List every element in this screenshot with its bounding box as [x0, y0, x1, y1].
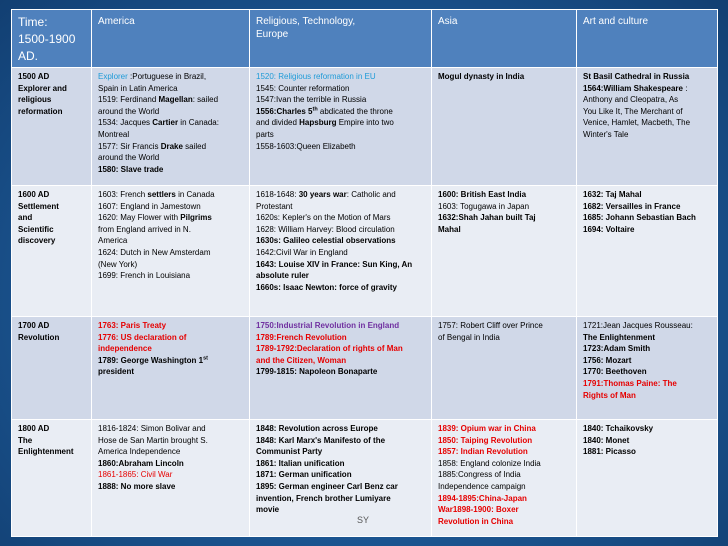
cell-text: Pilgrims: [180, 213, 212, 223]
period-year: 1500 AD: [18, 72, 50, 81]
cell-line: St Basil Cathedral in Russia: [583, 72, 690, 81]
cell-line: America Independence: [98, 447, 181, 457]
cell-line: 1848: Revolution across Europe: [256, 424, 378, 433]
cell-america: [92, 68, 250, 186]
cell-line: 1816-1824: Simon Bolivar and: [98, 424, 206, 433]
cell-line: 1723:Adam Smith: [583, 344, 651, 354]
table-row: [12, 68, 718, 186]
cell-line: 1840: Monet: [583, 435, 630, 445]
period-label: [12, 420, 92, 537]
cell-text: 1534: Jacques: [98, 118, 153, 128]
cell-line: 1789-1792:Declaration of rights of Man: [256, 344, 403, 354]
cell-line: [256, 106, 426, 118]
cell-line: 1789:French Revolution: [256, 332, 347, 342]
cell-line: 1881: Picasso: [583, 447, 636, 457]
cell-line: 1630s: Galileo celestial observations: [256, 236, 396, 246]
cell-text: 1789: George Washington 1: [98, 355, 204, 365]
cell-line: 1545: Counter reformation: [256, 83, 350, 93]
cell-line: [98, 141, 244, 153]
cell-text: Drake: [160, 141, 183, 151]
cell-line: president: [98, 367, 135, 377]
cell-line: 1894-1895:China-Japan: [438, 493, 527, 503]
cell-asia: [432, 317, 577, 420]
cell-asia: [432, 68, 577, 186]
cell-line: [98, 71, 244, 83]
cell-art: [577, 68, 718, 186]
cell-line: 1721:Jean Jacques Rousseau:: [583, 321, 693, 330]
cell-europe: [250, 420, 432, 537]
cell-text: 1556:Charles 5: [256, 106, 313, 116]
cell-line: 1776: US declaration of: [98, 332, 187, 342]
cell-line: invention, French brother Lumiyare: [256, 493, 391, 503]
cell-america: [92, 420, 250, 537]
period-text: The: [18, 435, 33, 445]
cell-line: 1858: England colonize India: [438, 458, 541, 468]
header-religious-line: Europe: [256, 29, 289, 40]
cell-europe: [250, 317, 432, 420]
cell-art: [577, 420, 718, 537]
cell-text: Empire into two: [336, 118, 394, 128]
period-text: Revolution: [18, 332, 60, 342]
cell-line: 1520: Religious reformation in EU: [256, 72, 376, 81]
cell-text: : sailed: [192, 95, 219, 105]
cell-line: War1898-1900: Boxer: [438, 505, 519, 515]
cell-line: 1643: Louise XIV in France: Sun King, An: [256, 259, 413, 269]
period-text: Enlightenment: [18, 447, 74, 457]
cell-text: 1564:William Shakespeare: [583, 83, 683, 93]
cell-line: 1685: Johann Sebastian Bach: [583, 213, 696, 223]
cell-line: parts: [256, 129, 274, 139]
cell-america: [92, 186, 250, 317]
cell-line: 1757: Robert Cliff over Prince: [438, 321, 543, 330]
cell-line: (New York): [98, 259, 138, 269]
period-label: [12, 317, 92, 420]
cell-line: [98, 212, 244, 224]
cell-line: Mahal: [438, 224, 461, 234]
table-row: [12, 317, 718, 420]
cell-line: 1632:Shah Jahan built Taj: [438, 213, 536, 223]
period-text: Settlement: [18, 201, 59, 211]
header-time-line: Time:: [18, 15, 48, 29]
header-religious-line: Religious, Technology,: [256, 16, 356, 27]
cell-america: [92, 317, 250, 420]
cell-line: and the Citizen, Woman: [256, 355, 347, 365]
cell-line: 1600: British East India: [438, 190, 527, 199]
header-row: [12, 10, 718, 68]
cell-line: Rights of Man: [583, 390, 636, 400]
header-time-line: AD.: [18, 49, 39, 63]
cell-asia: [432, 186, 577, 317]
cell-line: 1861-1865: Civil War: [98, 470, 173, 480]
cell-line: 1839: Opium war in China: [438, 424, 536, 433]
cell-line: 1888: No more slave: [98, 481, 176, 491]
cell-europe: [250, 186, 432, 317]
cell-line: 1763: Paris Treaty: [98, 321, 167, 330]
cell-line: 1756: Mozart: [583, 355, 632, 365]
cell-line: 1642:Civil War in England: [256, 247, 348, 257]
cell-line: 1607: England in Jamestown: [98, 201, 201, 211]
cell-line: 1624: Dutch in New Amsterdam: [98, 247, 211, 257]
cell-asia: [432, 420, 577, 537]
cell-line: 1885:Congress of India: [438, 470, 521, 480]
cell-text: Hapsburg: [299, 118, 337, 128]
period-label: [12, 68, 92, 186]
cell-line: [98, 94, 244, 106]
cell-line: 1603: Togugawa in Japan: [438, 201, 530, 211]
cell-text: :: [682, 83, 688, 93]
cell-line: of Bengal in India: [438, 332, 500, 342]
cell-text: 1618-1648:: [256, 190, 299, 199]
timeline-table-container: [11, 9, 717, 535]
cell-text: : Catholic and: [346, 190, 396, 199]
cell-line: The Enlightenment: [583, 332, 655, 342]
cell-line: You Like It, The Merchant of: [583, 106, 683, 116]
cell-text: th: [312, 106, 318, 113]
cell-line: [583, 83, 712, 95]
cell-line: 1632: Taj Mahal: [583, 190, 642, 199]
cell-line: [98, 355, 244, 367]
cell-line: Winter's Tale: [583, 129, 629, 139]
period-text: reformation: [18, 106, 63, 116]
cell-line: 1871: German unification: [256, 470, 352, 480]
period-text: discovery: [18, 236, 56, 246]
cell-line: absolute ruler: [256, 271, 309, 281]
cell-line: 1628: William Harvey: Blood circulation: [256, 224, 395, 234]
period-year: 1700 AD: [18, 321, 50, 330]
cell-line: Protestant: [256, 201, 293, 211]
cell-line: Hose de San Martin brought S.: [98, 435, 208, 445]
cell-text: 1577: Sir Francis: [98, 141, 161, 151]
cell-text: 1519: Ferdinand: [98, 95, 159, 105]
cell-line: Mogul dynasty in India: [438, 72, 525, 81]
cell-line: 1861: Italian unification: [256, 458, 345, 468]
cell-line: [98, 189, 244, 201]
cell-text: sailed: [182, 141, 207, 151]
header-religious: [250, 10, 432, 68]
header-art: Art and culture: [577, 10, 718, 68]
cell-line: 1848: Karl Marx's Manifesto of the: [256, 435, 386, 445]
period-text: Scientific: [18, 224, 54, 234]
cell-line: 1750:Industrial Revolution in England: [256, 321, 400, 330]
cell-text: :Portuguese in Brazil,: [127, 72, 207, 81]
cell-line: 1857: Indian Revolution: [438, 447, 528, 457]
cell-text: 1603: French: [98, 190, 148, 199]
cell-line: around the World: [98, 106, 160, 116]
cell-line: independence: [98, 344, 152, 354]
cell-line: Revolution in China: [438, 516, 514, 526]
cell-art: [577, 317, 718, 420]
cell-line: from England arrived in N.: [98, 224, 191, 234]
cell-text: settlers: [147, 190, 176, 199]
period-year: 1600 AD: [18, 190, 50, 199]
cell-line: 1791:Thomas Paine: The: [583, 378, 677, 388]
header-asia: Asia: [432, 10, 577, 68]
footer-initials: SY: [357, 515, 370, 525]
cell-line: movie: [256, 505, 280, 515]
cell-line: Spain in Latin America: [98, 83, 178, 93]
cell-line: 1660s: Isaac Newton: force of gravity: [256, 282, 397, 292]
cell-line: 1547:Ivan the terrible in Russia: [256, 95, 367, 105]
table-row: [12, 186, 718, 317]
timeline-table: [11, 9, 718, 537]
cell-text: Explorer: [98, 72, 128, 81]
cell-text: Cartier: [152, 118, 179, 128]
period-text: and: [18, 213, 33, 223]
cell-line: 1799-1815: Napoleon Bonaparte: [256, 367, 378, 377]
cell-text: Magellan: [158, 95, 193, 105]
cell-line: [256, 189, 426, 201]
header-time-line: 1500-1900: [18, 32, 76, 46]
header-america: America: [92, 10, 250, 68]
cell-line: Venice, Hamlet, Macbeth, The: [583, 118, 691, 128]
cell-text: in Canada:: [178, 118, 219, 128]
period-text: Explorer and: [18, 83, 67, 93]
cell-line: 1620s: Kepler's on the Motion of Mars: [256, 213, 391, 223]
period-label: [12, 186, 92, 317]
header-time: [12, 10, 92, 68]
cell-line: 1895: German engineer Carl Benz car: [256, 481, 398, 491]
cell-line: 1682: Versailles in France: [583, 201, 681, 211]
cell-line: [256, 117, 426, 129]
cell-line: 1860:Abraham Lincoln: [98, 458, 184, 468]
cell-text: 30 years war: [298, 190, 347, 199]
cell-text: st: [203, 355, 208, 362]
cell-line: 1694: Voltaire: [583, 224, 635, 234]
cell-line: Communist Party: [256, 447, 323, 457]
cell-europe: [250, 68, 432, 186]
cell-line: 1580: Slave trade: [98, 164, 164, 174]
cell-line: [98, 117, 244, 129]
cell-text: and divided: [256, 118, 300, 128]
period-year: 1800 AD: [18, 424, 50, 433]
cell-line: America: [98, 236, 128, 246]
period-text: religious: [18, 95, 52, 105]
cell-line: 1850: Taiping Revolution: [438, 435, 533, 445]
cell-line: around the World: [98, 153, 160, 163]
cell-text: 1620: May Flower with: [98, 213, 181, 223]
cell-text: in Canada: [175, 190, 215, 199]
cell-line: 1840: Tchaikovsky: [583, 424, 654, 433]
cell-line: 1770: Beethoven: [583, 367, 647, 377]
cell-art: [577, 186, 718, 317]
cell-line: Independence campaign: [438, 481, 526, 491]
cell-line: 1558-1603:Queen Elizabeth: [256, 141, 356, 151]
cell-line: Anthony and Cleopatra, As: [583, 95, 679, 105]
cell-line: Montreal: [98, 129, 130, 139]
cell-line: 1699: French in Louisiana: [98, 271, 191, 281]
cell-text: abdicated the throne: [317, 106, 393, 116]
